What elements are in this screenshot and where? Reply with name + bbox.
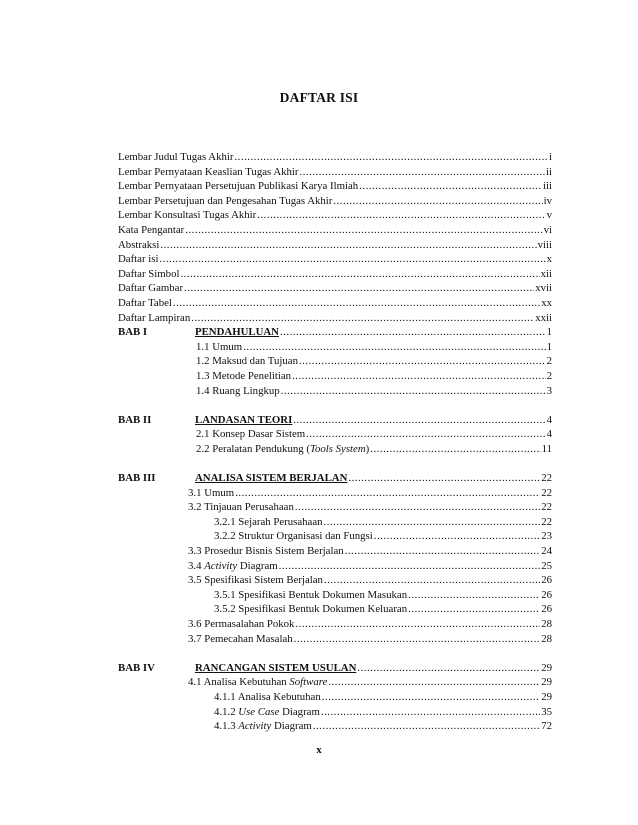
toc-leader: [370, 442, 540, 457]
toc-entry-text: 3.1 Umum: [188, 486, 235, 499]
toc-entry: [118, 340, 552, 355]
toc-entry-text: 1.3 Metode Penelitian: [196, 369, 292, 382]
toc-entry: [118, 515, 552, 530]
toc-entry-page: 26: [541, 574, 552, 587]
toc-entry-text: Daftar Gambar: [118, 282, 184, 295]
toc-entry-text: 4.1 Analisa Kebutuhan Software: [188, 676, 328, 689]
toc-entry-page: iii: [543, 180, 552, 193]
toc-entry: [118, 354, 552, 369]
toc-entry-text: 4.1.1 Analisa Kebutuhan: [214, 690, 321, 703]
toc-entry-text: 3.4 Activity Diagram: [188, 559, 278, 572]
toc-leader: [160, 238, 536, 253]
chapter-title: RANCANGAN SISTEM USULAN: [195, 661, 357, 674]
toc-entry: [118, 208, 552, 223]
toc-leader: [357, 661, 540, 676]
toc-leader: [359, 179, 542, 194]
toc-entry-page: 25: [541, 559, 552, 572]
toc-entry-text: 3.5 Spesifikasi Sistem Berjalan: [188, 574, 323, 587]
toc-leader: [306, 427, 545, 442]
toc-entry: [118, 194, 552, 209]
toc-entry: [118, 675, 552, 690]
toc-entry-text: 3.5.1 Spesifikasi Bentuk Dokumen Masukan: [214, 588, 408, 601]
toc-entry-text: 3.2.1 Sejarah Perusahaan: [214, 515, 323, 528]
toc-entry-page: 3: [546, 384, 552, 397]
toc-entry-text: Lembar Konsultasi Tugas Akhir: [118, 209, 257, 222]
toc-entry: [118, 442, 552, 457]
toc-entry-page: 72: [541, 720, 552, 733]
toc-leader: [293, 413, 545, 428]
chapter-title: ANALISA SISTEM BERJALAN: [195, 472, 348, 485]
toc-entry-page: 2: [546, 369, 552, 382]
toc-leader: [294, 632, 541, 647]
toc-entry-page: viii: [537, 238, 552, 251]
table-of-contents: [118, 150, 552, 734]
toc-entry-text: 4.1.2 Use Case Diagram: [214, 705, 320, 718]
toc-entry: [118, 573, 552, 588]
toc-leader: [408, 588, 540, 603]
toc-entry-text: 2.1 Konsep Dasar Sistem: [196, 428, 306, 441]
toc-entry: [118, 486, 552, 501]
toc-leader: [321, 705, 540, 720]
toc-entry: [118, 632, 552, 647]
toc-entry-text: Lembar Pernyataan Persetujuan Publikasi Karya Ilmiah: [118, 180, 359, 193]
toc-entry: [118, 617, 552, 632]
toc-leader: [173, 296, 540, 311]
toc-entry: [118, 544, 552, 559]
toc-entry-page: 35: [541, 705, 552, 718]
toc-leader: [408, 602, 540, 617]
toc-leader: [180, 267, 539, 282]
toc-leader: [328, 675, 540, 690]
toc-entry-text: 1.4 Ruang Lingkup: [196, 384, 280, 397]
spacer: [118, 456, 552, 471]
toc-entry-page: 24: [541, 545, 552, 558]
toc-entry: [118, 223, 552, 238]
toc-entry-page: 22: [541, 515, 552, 528]
toc-entry-text: Daftar isi: [118, 253, 159, 266]
toc-chapter: [118, 325, 552, 340]
toc-entry: [118, 690, 552, 705]
toc-entry-text: Lembar Persetujuan dan Pengesahan Tugas Akhir: [118, 194, 333, 207]
toc-entry: [118, 719, 552, 734]
toc-entry-page: 2: [546, 355, 552, 368]
toc-entry: [118, 252, 552, 267]
toc-leader: [281, 384, 546, 399]
spacer: [118, 398, 552, 413]
toc-leader: [279, 559, 541, 574]
toc-entry-text: 3.3 Prosedur Bisnis Sistem Berjalan: [188, 545, 344, 558]
toc-leader: [295, 500, 540, 515]
toc-entry: [118, 311, 552, 326]
toc-entry-text: 1.1 Umum: [196, 340, 243, 353]
page-number: x: [316, 744, 322, 756]
toc-entry-text: Daftar Tabel: [118, 296, 172, 309]
toc-entry: [118, 179, 552, 194]
toc-entry-page: v: [546, 209, 552, 222]
toc-entry: [118, 369, 552, 384]
toc-entry: [118, 602, 552, 617]
toc-entry-text: 3.2 Tinjauan Perusahaan: [188, 501, 294, 514]
toc-entry-page: x: [546, 253, 552, 266]
toc-entry-page: xx: [541, 296, 552, 309]
toc-entry: [118, 281, 552, 296]
toc-entry-page: 22: [541, 472, 552, 485]
toc-entry: [118, 238, 552, 253]
toc-chapter: [118, 471, 552, 486]
toc-entry-page: 29: [541, 676, 552, 689]
toc-leader: [295, 617, 540, 632]
toc-leader: [292, 369, 546, 384]
toc-entry-page: 4: [546, 413, 552, 426]
toc-leader: [322, 690, 540, 705]
toc-entry-text: 3.5.2 Spesifikasi Bentuk Dokumen Keluaran: [214, 603, 408, 616]
toc-entry-text: Abstraksi: [118, 238, 160, 251]
toc-entry-page: vi: [543, 223, 552, 236]
toc-entry: [118, 427, 552, 442]
toc-leader: [324, 515, 541, 530]
toc-entry: [118, 705, 552, 720]
toc-leader: [280, 325, 546, 340]
toc-entry-page: xvii: [535, 282, 552, 295]
toc-chapter: [118, 413, 552, 428]
toc-entry: [118, 150, 552, 165]
toc-entry-page: 1: [546, 340, 552, 353]
chapter-title: PENDAHULUAN: [195, 326, 279, 339]
toc-entry-text: Kata Pengantar: [118, 223, 185, 236]
toc-leader: [374, 529, 540, 544]
toc-leader: [234, 150, 548, 165]
chapter-label: BAB IV: [118, 661, 155, 674]
toc-entry-page: 29: [541, 690, 552, 703]
page-title: DAFTAR ISI: [279, 90, 359, 105]
toc-entry: [118, 588, 552, 603]
chapter-title: LANDASAN TEORI: [195, 413, 293, 426]
toc-entry-page: 23: [541, 530, 552, 543]
toc-leader: [191, 311, 534, 326]
toc-entry: [118, 500, 552, 515]
spacer: [118, 646, 552, 661]
chapter-label: BAB I: [118, 326, 148, 339]
toc-entry-page: ii: [546, 165, 552, 178]
toc-entry-text: Lembar Judul Tugas Akhir: [118, 151, 234, 163]
toc-entry-page: 29: [541, 661, 552, 674]
toc-leader: [257, 208, 545, 223]
toc-leader: [185, 223, 542, 238]
toc-entry: [118, 384, 552, 399]
toc-entry-page: iv: [543, 194, 552, 207]
toc-entry-page: 22: [541, 501, 552, 514]
toc-entry-page: 1: [546, 326, 552, 339]
toc-entry-text: 3.6 Permasalahan Pokok: [188, 618, 295, 630]
toc-entry-text: Daftar Lampiran: [118, 311, 191, 324]
toc-leader: [299, 354, 546, 369]
toc-leader: [333, 194, 542, 209]
toc-entry-page: 28: [541, 632, 552, 645]
toc-entry-page: i: [549, 151, 552, 163]
toc-entry-page: 28: [541, 618, 552, 630]
toc-entry: [118, 529, 552, 544]
toc-entry: [118, 559, 552, 574]
toc-leader: [345, 544, 541, 559]
toc-entry-text: 1.2 Maksud dan Tujuan: [196, 355, 298, 368]
toc-leader: [159, 252, 545, 267]
toc-entry: [118, 267, 552, 282]
toc-entry-page: 26: [541, 588, 552, 601]
chapter-label: BAB II: [118, 413, 152, 426]
toc-entry-page: 4: [546, 428, 552, 441]
toc-leader: [348, 471, 540, 486]
toc-entry-page: xxii: [535, 311, 552, 324]
toc-entry-text: 3.2.2 Struktur Organisasi dan Fungsi: [214, 530, 373, 543]
toc-leader: [324, 573, 540, 588]
toc-entry-page: 11: [541, 442, 552, 455]
toc-entry: [118, 296, 552, 311]
toc-entry-page: 22: [541, 486, 552, 499]
toc-entry-text: Lembar Pernyataan Keaslian Tugas Akhir: [118, 165, 299, 178]
toc-entry-text: 4.1.3 Activity Diagram: [214, 720, 312, 733]
chapter-label: BAB III: [118, 472, 156, 485]
toc-entry-text: 2.2 Peralatan Pendukung (Tools System): [196, 442, 370, 455]
toc-entry-text: Daftar Simbol: [118, 267, 180, 280]
toc-leader: [243, 340, 545, 355]
toc-leader: [313, 719, 540, 734]
toc-leader: [184, 281, 534, 296]
toc-leader: [300, 165, 545, 180]
toc-entry: [118, 165, 552, 180]
toc-entry-page: 26: [541, 603, 552, 616]
toc-chapter: [118, 661, 552, 676]
toc-entry-text: 3.7 Pemecahan Masalah: [188, 632, 293, 645]
toc-leader: [235, 486, 540, 501]
toc-entry-page: xii: [540, 267, 552, 280]
